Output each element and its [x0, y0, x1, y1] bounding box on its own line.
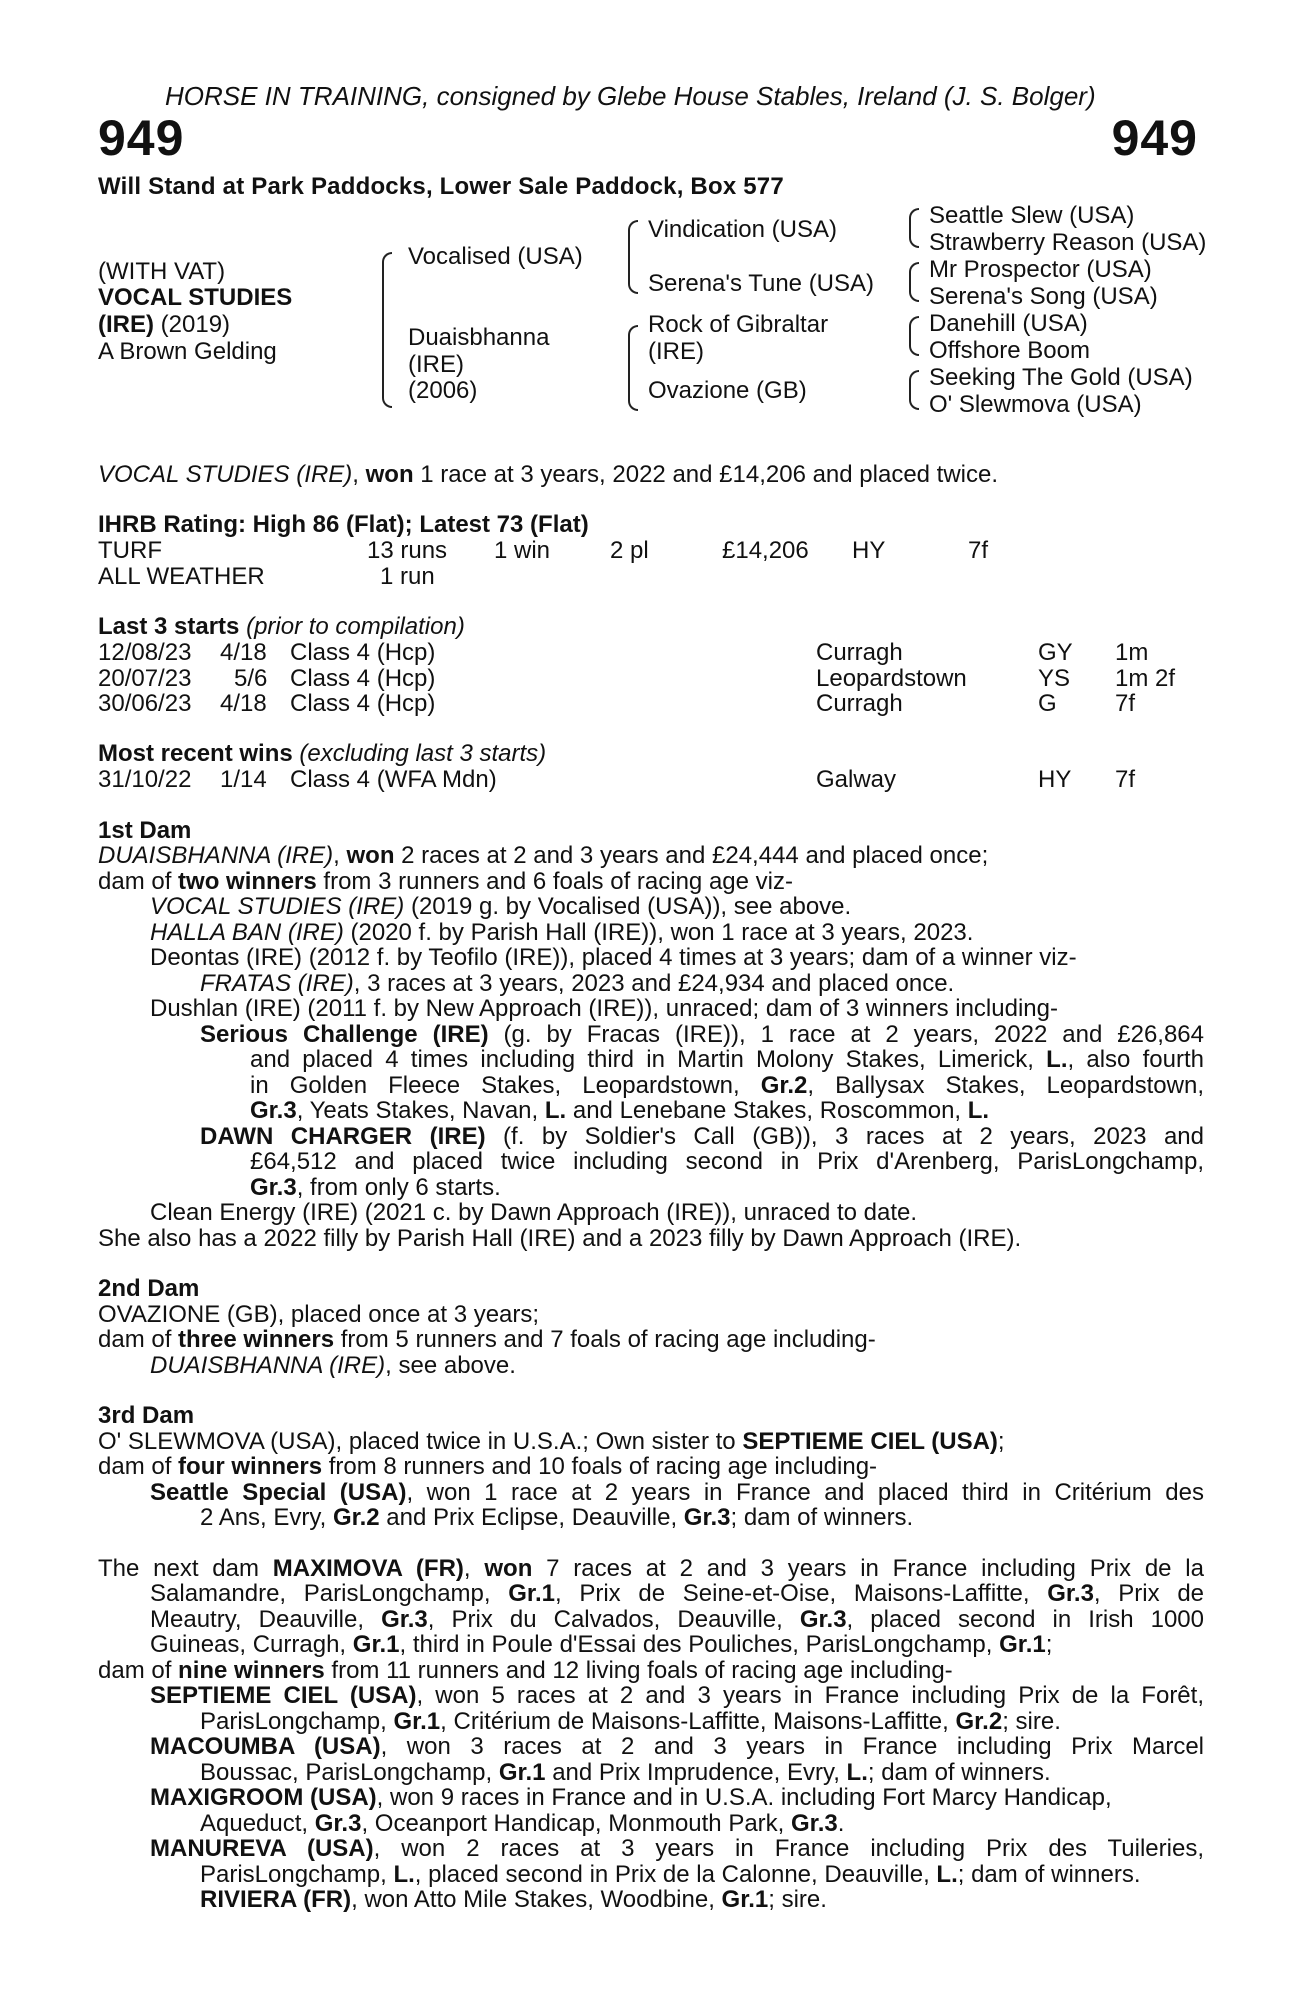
bracket: [909, 316, 919, 356]
foal-line: Gr.3, Yeats Stakes, Navan, L. and Lenebane Stakes, Roscommon, L.: [250, 1097, 990, 1124]
bracket: [628, 220, 638, 294]
dam-line: The next dam MAXIMOVA (FR), won 7 races at 2 and 3 years in France including Prix de la: [98, 1555, 1204, 1582]
win-distance: 7f: [1115, 766, 1136, 793]
rating-prize: £14,206: [722, 537, 809, 564]
rating-surface: TURF: [98, 537, 162, 564]
dam-line: dam of nine winners from 11 runners and 12 living foals of racing age including-: [98, 1657, 953, 1684]
rating-surface: ALL WEATHER: [98, 563, 265, 590]
dam: Duaisbhanna: [408, 324, 550, 351]
foal-line: Dushlan (IRE) (2011 f. by New Approach (IRE)), unraced; dam of 3 winners including-: [150, 995, 1058, 1022]
bracket: [909, 370, 919, 410]
start-course: Leopardstown: [816, 665, 967, 692]
rating-placed: 2 pl: [610, 537, 649, 564]
start-course: Curragh: [816, 690, 903, 717]
second-dam-title: 2nd Dam: [98, 1275, 200, 1302]
foal-line: DAWN CHARGER (IRE) (f. by Soldier's Call (GB)), 3 races at 2 years, 2023 and: [200, 1123, 1204, 1150]
foal-line: SEPTIEME CIEL (USA), won 5 races at 2 and 3 years in France including Prix de la Forêt,: [150, 1682, 1204, 1709]
foal-line: DUAISBHANNA (IRE), see above.: [150, 1352, 516, 1379]
foal-line: Clean Energy (IRE) (2021 c. by Dawn Approach (IRE)), unraced to date.: [150, 1199, 918, 1226]
bracket: [909, 262, 919, 302]
dam-line: dam of four winners from 8 runners and 10 foals of racing age including-: [98, 1453, 878, 1480]
sire-dam: Serena's Tune (USA): [648, 270, 875, 297]
gg-1: Seattle Slew (USA): [929, 202, 1135, 229]
foal-line: VOCAL STUDIES (IRE) (2019 g. by Vocalised (USA)), see above.: [150, 893, 852, 920]
dam-line: Guineas, Curragh, Gr.1, third in Poule d'Essai des Pouliches, ParisLongchamp, Gr.1;: [150, 1631, 1053, 1658]
foal-line: Seattle Special (USA), won 1 race at 2 years in France and placed third in Critérium des: [150, 1479, 1205, 1506]
start-going: GY: [1038, 639, 1073, 666]
win-course: Galway: [816, 766, 897, 793]
dam-sire-country: (IRE): [648, 338, 704, 365]
start-class: Class 4 (Hcp): [290, 690, 436, 717]
foal-line: Boussac, ParisLongchamp, Gr.1 and Prix Imprudence, Evry, L.; dam of winners.: [200, 1759, 1051, 1786]
foal-line: RIVIERA (FR), won Atto Mile Stakes, Woodbine, Gr.1; sire.: [200, 1886, 827, 1913]
dam-line: O' SLEWMOVA (USA), placed twice in U.S.A.; Own sister to SEPTIEME CIEL (USA);: [98, 1428, 1005, 1455]
foal-line: Gr.3, from only 6 starts.: [250, 1174, 501, 1201]
gg-7: Seeking The Gold (USA): [929, 364, 1193, 391]
start-date: 20/07/23: [98, 665, 192, 692]
foal-line: HALLA BAN (IRE) (2020 f. by Parish Hall (IRE)), won 1 race at 3 years, 2023.: [150, 919, 974, 946]
dam-dam: Ovazione (GB): [648, 377, 807, 404]
win-position: 1/14: [220, 766, 267, 793]
dam-line: OVAZIONE (GB), placed once at 3 years;: [98, 1301, 540, 1328]
start-going: YS: [1038, 665, 1071, 692]
gg-3: Mr Prospector (USA): [929, 256, 1152, 283]
start-going: G: [1038, 690, 1057, 717]
foal-line: in Golden Fleece Stakes, Leopardstown, Gr.2, Ballysax Stakes, Leopardstown,: [250, 1072, 1204, 1099]
foal-line: MANUREVA (USA), won 2 races at 3 years in France including Prix des Tuileries,: [150, 1835, 1204, 1862]
foal-line: and placed 4 times including third in Martin Molony Stakes, Limerick, L., also fourth: [250, 1046, 1205, 1073]
foal-line: MACOUMBA (USA), won 3 races at 2 and 3 years in France including Prix Marcel: [150, 1733, 1205, 1760]
dam-year: (2006): [408, 377, 478, 404]
sire-sire: Vindication (USA): [648, 216, 837, 243]
foal-line: MAXIGROOM (USA), won 9 races in France and in U.S.A. including Fort Marcy Handicap,: [150, 1784, 1112, 1811]
start-distance: 1m: [1115, 639, 1149, 666]
start-date: 12/08/23: [98, 639, 192, 666]
first-dam-title: 1st Dam: [98, 817, 192, 844]
start-distance: 7f: [1115, 690, 1136, 717]
bracket: [382, 252, 392, 408]
horse-name-suffix: (IRE) (2019): [98, 311, 231, 338]
rating-runs: 13 runs: [367, 537, 448, 564]
race-summary: VOCAL STUDIES (IRE), won 1 race at 3 years, 2022 and £14,206 and placed twice.: [98, 461, 999, 488]
win-class: Class 4 (WFA Mdn): [290, 766, 497, 793]
consignor-note: HORSE IN TRAINING, consigned by Glebe House Stables, Ireland (J. S. Bolger): [165, 81, 1096, 111]
rating-wins: 1 win: [494, 537, 551, 564]
win-date: 31/10/22: [98, 766, 192, 793]
dam-sire: Rock of Gibraltar: [648, 311, 829, 338]
recent-wins-title: Most recent wins (excluding last 3 starts): [98, 740, 547, 767]
gg-4: Serena's Song (USA): [929, 283, 1158, 310]
foal-line: ParisLongchamp, L., placed second in Prix de la Calonne, Deauville, L.; dam of winners.: [200, 1861, 1141, 1888]
foal-line: 2 Ans, Evry, Gr.2 and Prix Eclipse, Deauville, Gr.3; dam of winners.: [200, 1504, 914, 1531]
dam-line: Meautry, Deauville, Gr.3, Prix du Calvados, Deauville, Gr.3, placed second in Irish 1000: [150, 1606, 1204, 1633]
start-position: 5/6: [234, 665, 268, 692]
start-course: Curragh: [816, 639, 903, 666]
dam-line: dam of three winners from 5 runners and 7 foals of racing age including-: [98, 1326, 876, 1353]
gg-2: Strawberry Reason (USA): [929, 229, 1207, 256]
foal-line: ParisLongchamp, Gr.1, Critérium de Maisons-Laffitte, Maisons-Laffitte, Gr.2; sire.: [200, 1708, 1061, 1735]
bracket: [909, 208, 919, 248]
start-class: Class 4 (Hcp): [290, 665, 436, 692]
dam-line: Salamandre, ParisLongchamp, Gr.1, Prix de Seine-et-Oise, Maisons-Laffitte, Gr.3, Prix de: [150, 1580, 1205, 1607]
bracket: [628, 325, 638, 411]
start-position: 4/18: [220, 639, 267, 666]
horse-description: A Brown Gelding: [98, 338, 277, 365]
dam-country: (IRE): [408, 351, 464, 378]
third-dam-title: 3rd Dam: [98, 1402, 195, 1429]
dam-line: DUAISBHANNA (IRE), won 2 races at 2 and 3 years and £24,444 and placed once;: [98, 842, 989, 869]
dam-line: dam of two winners from 3 runners and 6 foals of racing age viz-: [98, 868, 793, 895]
win-going: HY: [1038, 766, 1072, 793]
foal-line: Aqueduct, Gr.3, Oceanport Handicap, Monmouth Park, Gr.3.: [200, 1810, 845, 1837]
rating-distance: 7f: [968, 537, 989, 564]
rating-going: HY: [852, 537, 886, 564]
lot-number-right: 949: [1111, 110, 1198, 166]
foal-line: Deontas (IRE) (2012 f. by Teofilo (IRE)), placed 4 times at 3 years; dam of a winner viz-: [150, 944, 1077, 971]
foal-line: £64,512 and placed twice including second in Prix d'Arenberg, ParisLongchamp,: [250, 1148, 1204, 1175]
dam-line: She also has a 2022 filly by Parish Hall (IRE) and a 2023 filly by Dawn Approach (IRE).: [98, 1225, 1022, 1252]
lot-number-left: 949: [98, 110, 185, 166]
vat-note: (WITH VAT): [98, 258, 226, 285]
foal-line: FRATAS (IRE), 3 races at 3 years, 2023 and £24,934 and placed once.: [200, 970, 955, 997]
foal-line: Serious Challenge (IRE) (g. by Fracas (IRE)), 1 race at 2 years, 2022 and £26,864: [200, 1021, 1204, 1048]
horse-name: VOCAL STUDIES: [98, 284, 293, 311]
start-position: 4/18: [220, 690, 267, 717]
gg-6: Offshore Boom: [929, 337, 1090, 364]
last3-title: Last 3 starts (prior to compilation): [98, 613, 465, 640]
sire: Vocalised (USA): [408, 243, 583, 270]
start-date: 30/06/23: [98, 690, 192, 717]
stand-location: Will Stand at Park Paddocks, Lower Sale Paddock, Box 577: [98, 173, 784, 200]
gg-8: O' Slewmova (USA): [929, 391, 1142, 418]
start-class: Class 4 (Hcp): [290, 639, 436, 666]
rating-title: IHRB Rating: High 86 (Flat); Latest 73 (Flat): [98, 511, 589, 538]
rating-runs: 1 run: [380, 563, 435, 590]
start-distance: 1m 2f: [1115, 665, 1176, 692]
gg-5: Danehill (USA): [929, 310, 1088, 337]
